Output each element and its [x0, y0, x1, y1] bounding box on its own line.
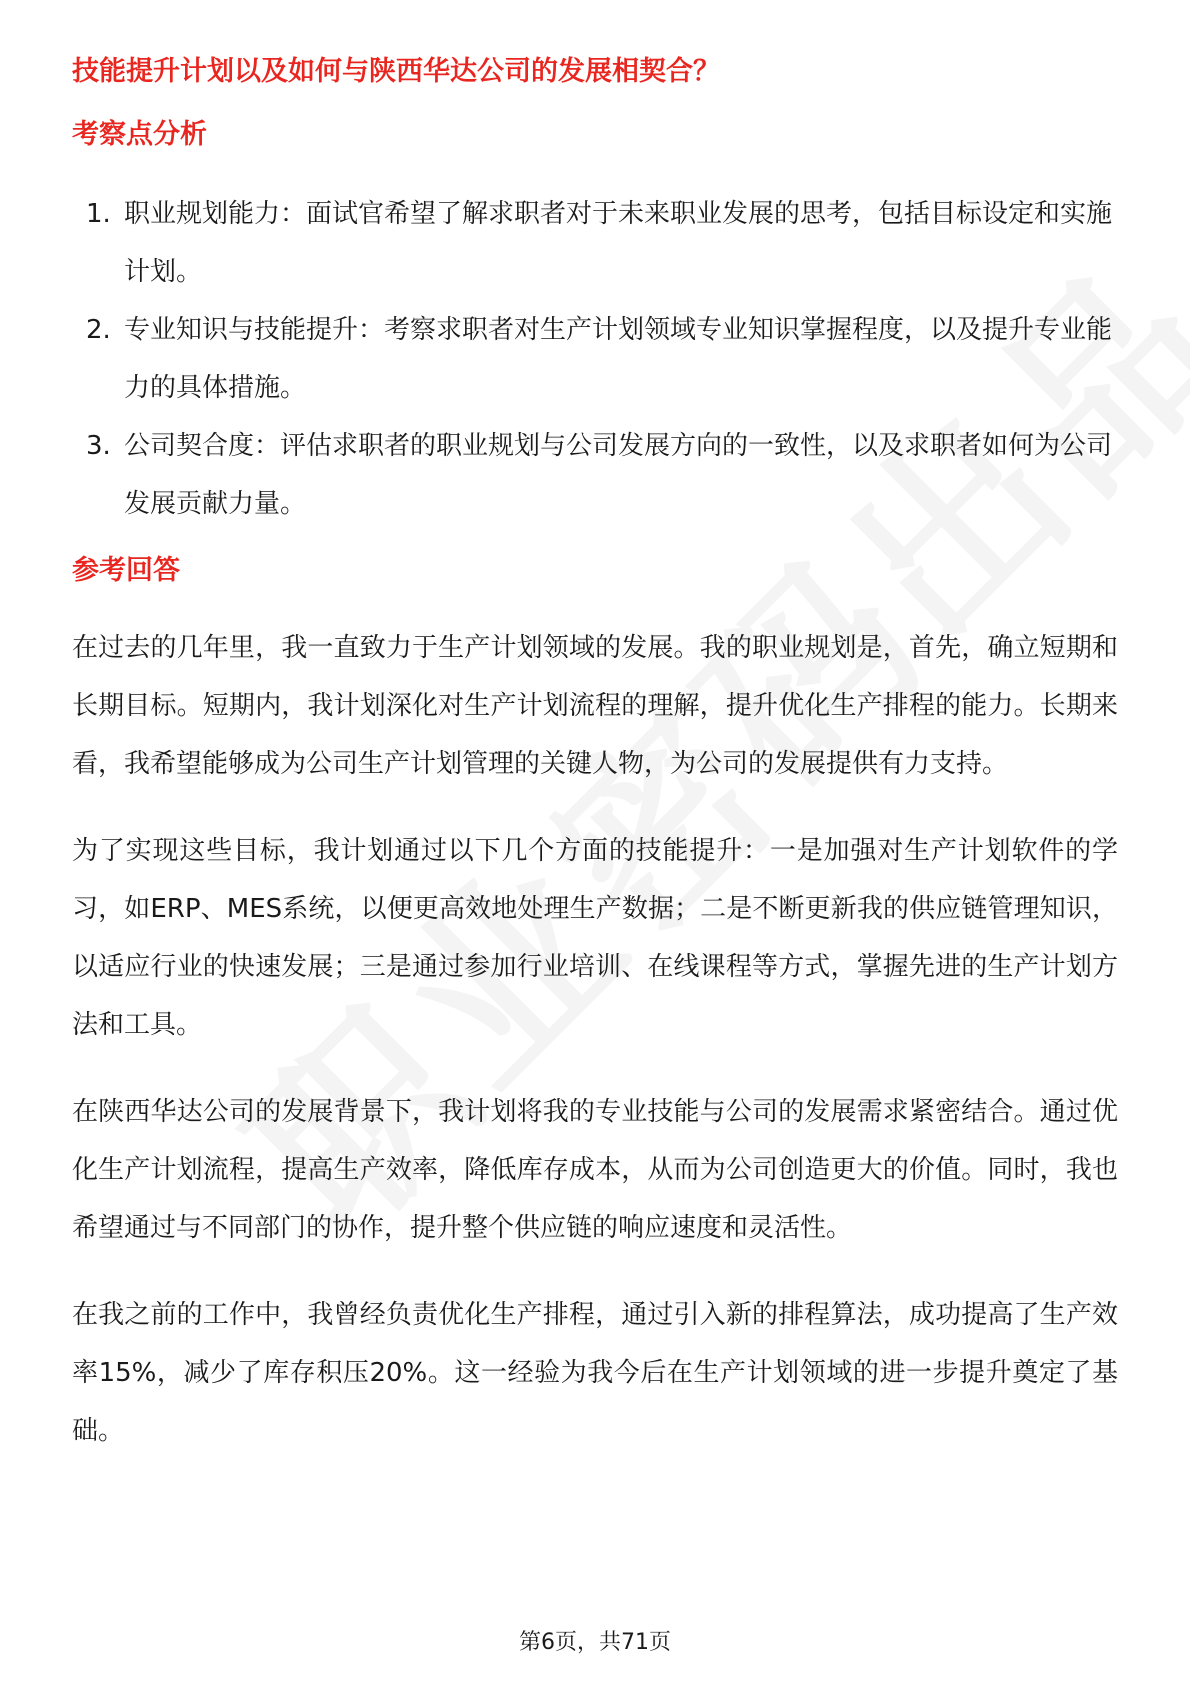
analysis-item-text: 职业规划能力：面试官希望了解求职者对于未来职业发展的思考，包括目标设定和实施计划。 [124, 199, 1113, 287]
page-number: 第6页，共71页 [519, 1630, 671, 1655]
answer-paragraph: 在过去的几年里，我一直致力于生产计划领域的发展。我的职业规划是，首先，确立短期和长期目标。短期内，我计划深化对生产计划流程的理解，提升优化生产排程的能力。长期来看，我希望能够成为公司生产计划管理的关键人物，为公司的发展提供有力支持。 [72, 633, 1118, 779]
analysis-item-number: 3. [86, 431, 111, 461]
analysis-item-number: 2. [86, 315, 111, 345]
analysis-list [72, 185, 1118, 533]
page-content [72, 52, 1118, 1460]
answer-paragraph: 为了实现这些目标，我计划通过以下几个方面的技能提升：一是加强对生产计划软件的学习，如ERP、MES系统，以便更高效地处理生产数据；二是不断更新我的供应链管理知识，以适应行业的快速发展；三是通过参加行业培训、在线课程等方式，掌握先进的生产计划方法和工具。 [72, 836, 1118, 1040]
analysis-item-number: 1. [86, 199, 111, 229]
analysis-item [72, 301, 1118, 417]
analysis-item-text: 专业知识与技能提升：考察求职者对生产计划领域专业知识掌握程度，以及提升专业能力的具体措施。 [124, 315, 1113, 403]
analysis-item [72, 185, 1118, 301]
analysis-item [72, 417, 1118, 533]
analysis-title: 考察点分析 [72, 119, 207, 150]
answer-paragraph: 在陕西华达公司的发展背景下，我计划将我的专业技能与公司的发展需求紧密结合。通过优化生产计划流程，提高生产效率，降低库存成本，从而为公司创造更大的价值。同时，我也希望通过与不同部门的协作，提升整个供应链的响应速度和灵活性。 [72, 1097, 1118, 1243]
question-heading: 技能提升计划以及如何与陕西华达公司的发展相契合？ [72, 56, 720, 87]
answer-title: 参考回答 [72, 555, 180, 586]
analysis-item-text: 公司契合度：评估求职者的职业规划与公司发展方向的一致性，以及求职者如何为公司发展贡献力量。 [124, 431, 1113, 519]
answer-paragraph: 在我之前的工作中，我曾经负责优化生产排程，通过引入新的排程算法，成功提高了生产效率15%，减少了库存积压20%。这一经验为我今后在生产计划领域的进一步提升奠定了基础。 [72, 1300, 1118, 1446]
